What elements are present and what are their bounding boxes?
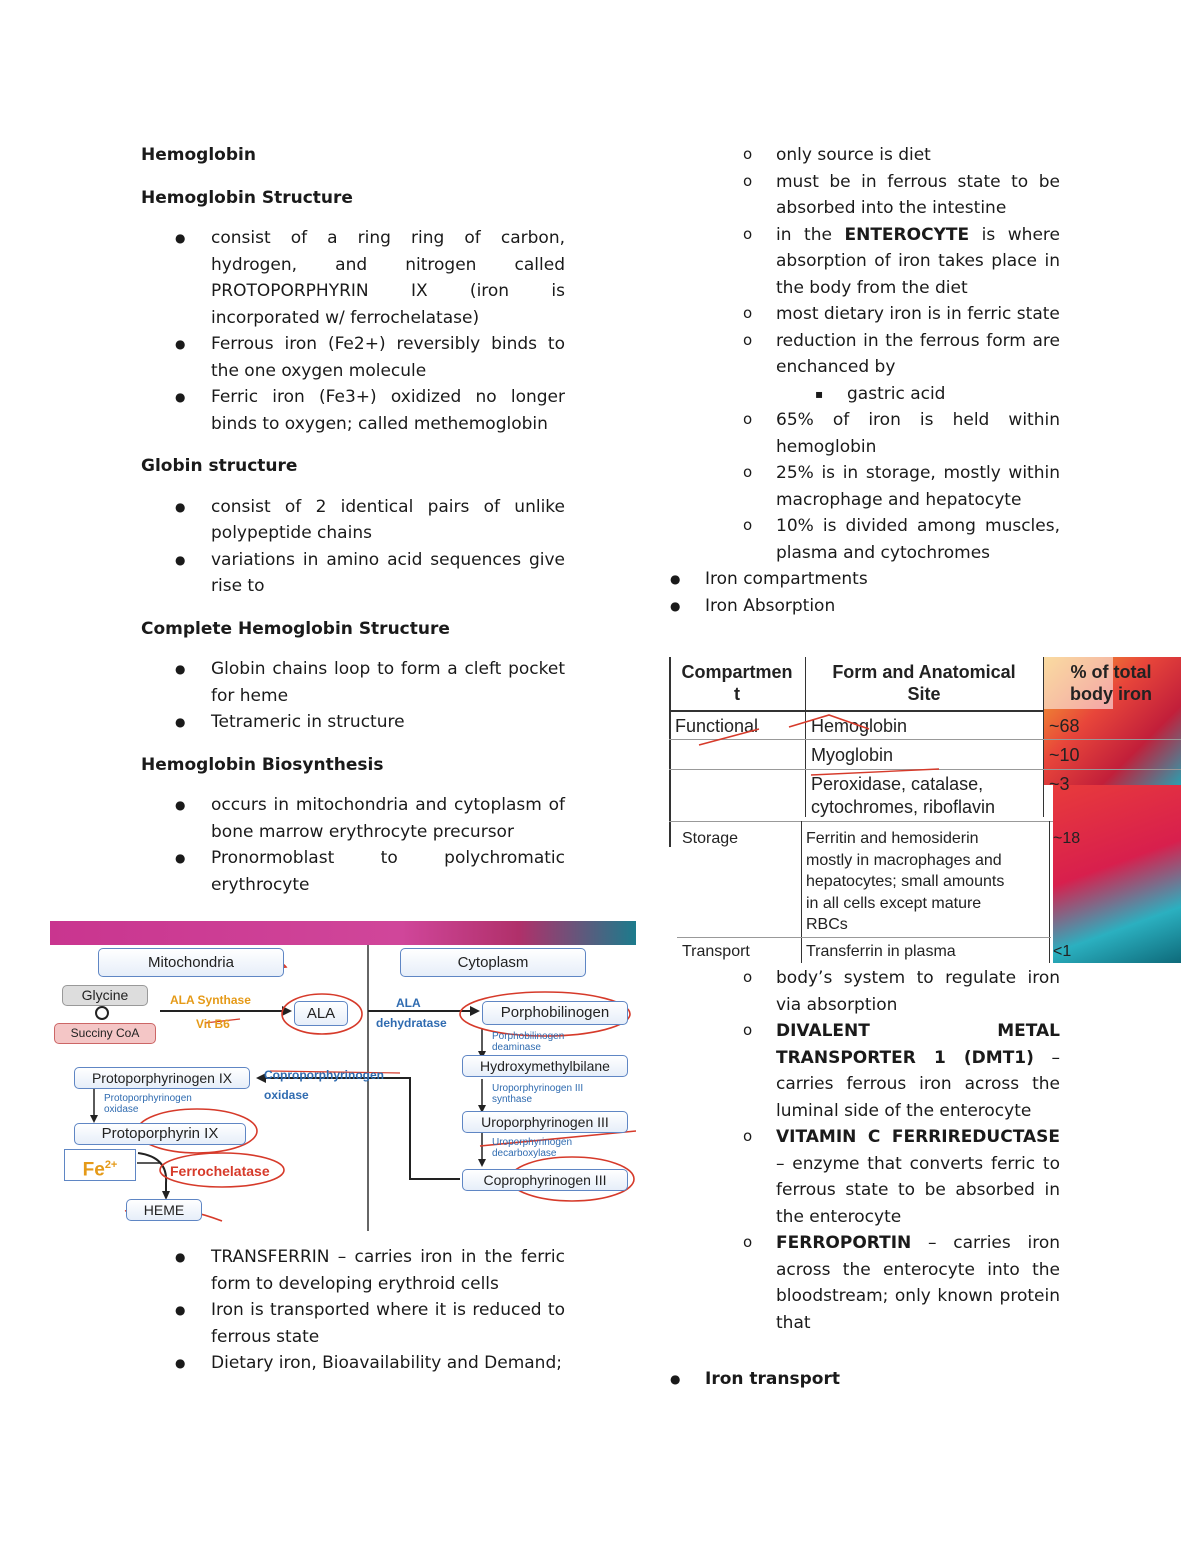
list-item: o most dietary iron is in ferric state [665,301,1060,328]
table-annotations [669,657,1181,963]
protoporphyrinogen-box: Protoporphyrinogen IX [74,1067,250,1089]
list-item: o FERROPORTIN – carries iron across the enterocyte into the bloodstream; only known protein that [665,1230,1060,1336]
list-iron-diet [665,142,1060,381]
right-column [665,142,1060,619]
cell-functional: Functional [675,716,759,736]
list-item: ● TRANSFERRIN – carries iron in the ferric form to developing erythroid cells [141,1244,565,1297]
cell-peroxidase: Peroxidase, catalase, cytochromes, riboflavin [811,774,996,817]
list-item: ● Ferric iron (Fe3+) oxidized no longer binds to oxygen; called methemoglobin [141,384,565,437]
ala-box: ALA [294,1001,348,1026]
cell-storage: Storage [682,830,739,847]
list-item: ● Iron transport [665,1366,1060,1393]
list-item: o reduction in the ferrous form are enchanced by [665,328,1060,381]
page-title: Hemoglobin [141,145,256,165]
sublist [665,381,1060,408]
hydroxymethylbilane-box: Hydroxymethylbilane [462,1055,628,1077]
list-biosynthesis [141,792,565,898]
cell-transferrin: Transferrin in plasma [806,943,956,960]
coproporphyrinogen-box: Coprophyrinogen III [462,1169,628,1191]
cell-transport: Transport [682,943,750,960]
list-item: o 65% of iron is held within hemoglobin [665,407,1060,460]
list-item: o VITAMIN C FERRIREDUCTASE – enzyme that converts ferric to ferrous state to be absorbed in the enterocyte [665,1124,1060,1230]
list-item: ▪ gastric acid [665,381,1060,408]
list-item: ● Iron is transported where it is reduced to ferrous state [141,1297,565,1350]
glycine-box: Glycine [62,985,148,1006]
list-iron-topics [665,566,1060,619]
header-percent: % of total body iron [1070,662,1152,704]
porphobilinogen-box: Porphobilinogen [482,1001,628,1025]
ala-dehydratase-label: ALA [396,996,421,1010]
list-item: ● Iron Absorption [665,593,1060,620]
cell-myoglobin: Myoglobin [811,745,894,765]
cell-storage-pct: ~18 [1053,830,1081,847]
list-item: o DIVALENT METAL TRANSPORTER 1 (DMT1) – carries ferrous iron across the luminal side of the enterocyte [665,1018,1060,1124]
heading-hemoglobin-structure: Hemoglobin Structure [141,187,353,208]
cell-transport-pct: <1 [1053,943,1072,960]
list-item: ● occurs in mitochondria and cytoplasm of bone marrow erythrocyte precursor [141,792,565,845]
list-item: ● Pronormoblast to polychromatic erythrocyte [141,845,565,898]
list-item: ● Iron compartments [665,566,1060,593]
cell-ferritin: Ferritin and hemosiderin mostly in macrophages and hepatocytes; small amounts in all cells except mature RBCs [806,830,1005,933]
protoporphyrin-box: Protoporphyrin IX [74,1123,246,1145]
list-item: o 25% is in storage, mostly within macrophage and hepatocyte [665,460,1060,513]
list-item: o 10% is divided among muscles, plasma and cytochromes [665,513,1060,566]
succinyl-coa-box: Succiny CoA [54,1023,156,1044]
list-item: o in the ENTEROCYTE is where absorption of iron takes place in the body from the diet [665,222,1060,302]
cell-hemoglobin: Hemoglobin [811,716,908,736]
left-column [141,142,565,898]
cytoplasm-label: Cytoplasm [400,948,586,977]
heme-box: HEME [126,1199,202,1221]
list-transferrin [141,1244,565,1377]
cell-myoglobin-pct: ~10 [1049,745,1080,765]
list-item: o body’s system to regulate iron via absorption [665,965,1060,1018]
list-item: ● consist of a ring ring of carbon, hydrogen, and nitrogen called PROTOPORPHYRIN IX (iron is incorporated w/ ferrochelatase) [141,225,565,331]
ferrochelatase-label: Ferrochelatase [170,1163,270,1179]
pbg-deaminase-label: Porphobilinogen deaminase [492,1031,565,1053]
vitamin-b6-label: Vit B6 [196,1017,230,1031]
header-form-site: Form and Anatomical Site [832,662,1016,704]
list-absorption-proteins [665,965,1060,1336]
heading-globin-structure: Globin structure [141,456,298,476]
list-item: ● consist of 2 identical pairs of unlike polypeptide chains [141,494,565,547]
heading-complete-structure: Complete Hemoglobin Structure [141,618,450,639]
list-item: o must be in ferrous state to be absorbed into the intestine [665,169,1060,222]
list-globin-structure [141,494,565,600]
list-item: o only source is diet [665,142,1060,169]
list-iron-distribution [665,407,1060,566]
list-item: ● Globin chains loop to form a cleft pocket for heme [141,656,565,709]
copro-oxidase-label: Coproporphyrinogen oxidase [264,1068,384,1102]
mitochondria-label: Mitochondria [98,948,284,977]
uro-synthase-label: Uroporphyrinogen III synthase [492,1083,584,1105]
heading-biosynthesis: Hemoglobin Biosynthesis [141,754,384,775]
header-compartment: Compartmen t [681,662,793,704]
cell-hemoglobin-pct: ~68 [1049,716,1080,736]
list-item: ● Ferrous iron (Fe2+) reversibly binds to the one oxygen molecule [141,331,565,384]
list-iron-transport [665,1366,1060,1393]
iron-compartments-table [669,657,1181,963]
uroporphyrinogen-box: Uroporphyrinogen III [462,1111,628,1133]
proto-oxidase-label: Protoporphyrinogen oxidase [104,1093,192,1115]
list-item: ● Tetrameric in structure [141,709,565,736]
iron-box: $Fe^{2+}$ [64,1149,136,1181]
ala-dehydratase-label-2: dehydratase [376,1016,447,1030]
list-item: ● Dietary iron, Bioavailability and Demand; [141,1350,565,1377]
list-hemoglobin-structure [141,225,565,437]
cell-peroxidase-pct: ~3 [1049,774,1070,794]
heme-synthesis-diagram [50,921,636,1241]
uro-decarboxylase-label: Uroporphyrinogen decarboxylase [492,1137,573,1159]
list-complete-structure [141,656,565,736]
ala-synthase-label: ALA Synthase [170,993,251,1007]
list-item: ● variations in amino acid sequences give rise to [141,547,565,600]
